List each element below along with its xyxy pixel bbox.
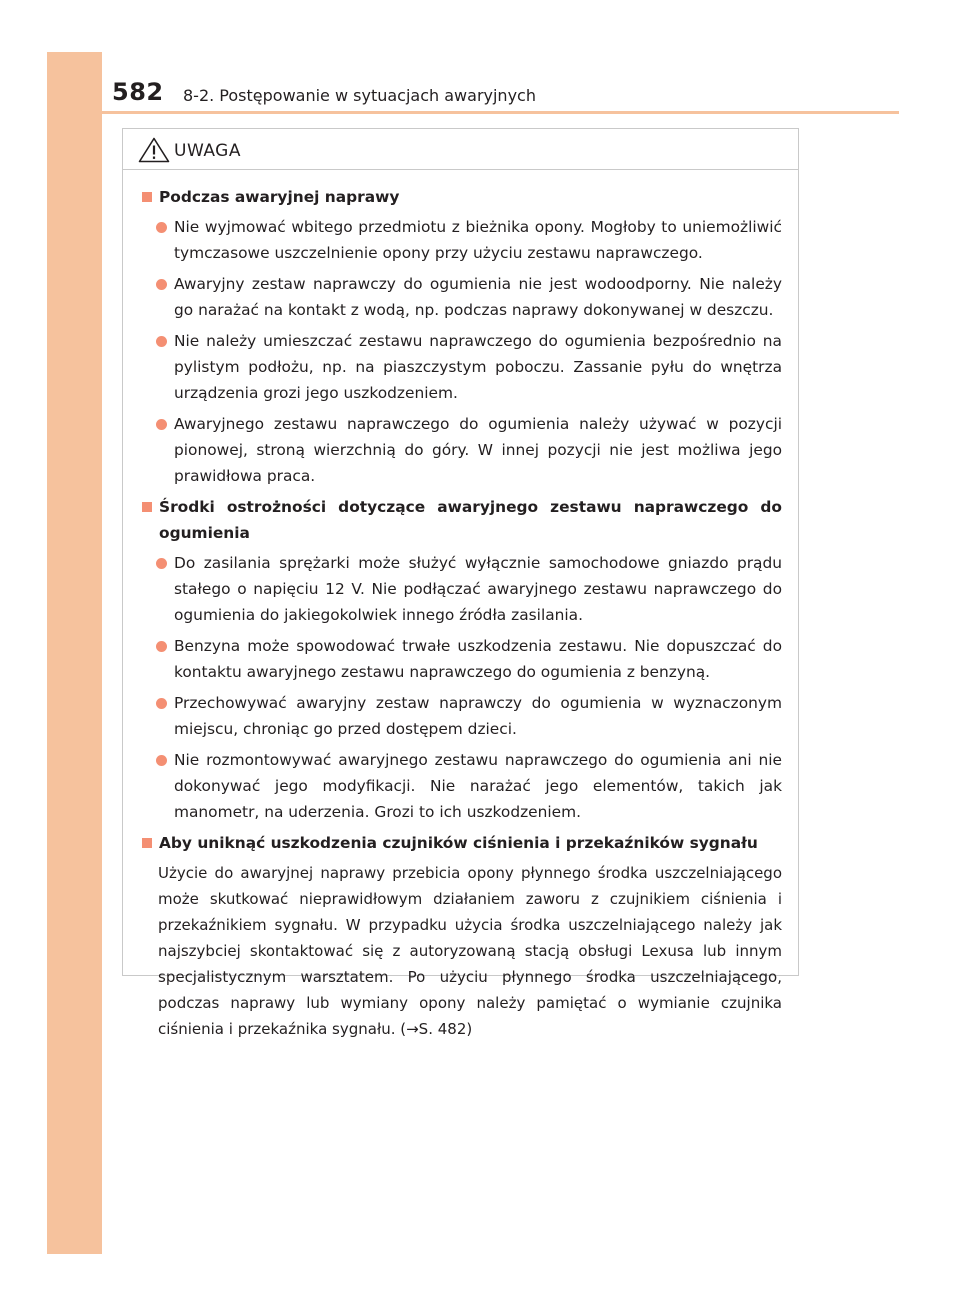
list-item: Do zasilania sprężarki może służyć wyłącznie samochodowe gniazdo prądu stałego o napięciu 12 V. Nie podłączać awaryjnego zestawu naprawczego do ogumienia do jakiegokolwiek innego źródła zasilania.: [139, 550, 782, 628]
warning-box: [122, 128, 799, 1038]
section-heading: Aby uniknąć uszkodzenia czujników ciśnienia i przekaźników sygnału: [139, 830, 782, 856]
circle-bullet-icon: [156, 222, 167, 233]
list-item: Nie wyjmować wbitego przedmiotu z bieżnika opony. Mogłoby to uniemożliwić tymczasowe uszczelnienie opony przy użyciu zestawu naprawczego.: [139, 214, 782, 266]
warning-header: [123, 129, 798, 170]
list-item: Benzyna może spowodować trwałe uszkodzenia zestawu. Nie dopuszczać do kontaktu awaryjnego zestawu naprawczego do ogumienia z benzyną.: [139, 633, 782, 685]
circle-bullet-icon: [156, 336, 167, 347]
square-bullet-icon: [142, 192, 152, 202]
list-item: Awaryjnego zestawu naprawczego do ogumienia należy używać w pozycji pionowej, stroną wierzchnią do góry. W innej pozycji nie jest możliwa jego prawidłowa praca.: [139, 411, 782, 489]
warning-body: [123, 170, 798, 1042]
section-heading: Środki ostrożności dotyczące awaryjnego zestawu naprawczego do ogumienia: [139, 494, 782, 546]
circle-bullet-icon: [156, 419, 167, 430]
square-bullet-icon: [142, 502, 152, 512]
page-number: 582: [112, 78, 164, 106]
circle-bullet-icon: [156, 755, 167, 766]
square-bullet-icon: [142, 838, 152, 848]
section-title: 8-2. Postępowanie w sytuacjach awaryjnych: [183, 86, 536, 105]
list-item: Przechowywać awaryjny zestaw naprawczy do ogumienia w wyznaczonym miejscu, chroniąc go przed dostępem dzieci.: [139, 690, 782, 742]
circle-bullet-icon: [156, 641, 167, 652]
circle-bullet-icon: [156, 698, 167, 709]
circle-bullet-icon: [156, 279, 167, 290]
list-item: Awaryjny zestaw naprawczy do ogumienia nie jest wodoodporny. Nie należy go narażać na kontakt z wodą, np. podczas naprawy dokonywanej w deszczu.: [139, 271, 782, 323]
list-item: Nie rozmontowywać awaryjnego zestawu naprawczego do ogumienia ani nie dokonywać jego modyfikacji. Nie narażać jego elementów, takich jak manometr, na uderzenia. Grozi to ich uszkodzeniem.: [139, 747, 782, 825]
circle-bullet-icon: [156, 558, 167, 569]
warning-title: UWAGA: [174, 141, 241, 161]
list-item: Nie należy umieszczać zestawu naprawczego do ogumienia bezpośrednio na pylistym podłożu, np. na piaszczystym poboczu. Zassanie pyłu do wnętrza urządzenia grozi jego uszkodzeniem.: [139, 328, 782, 406]
section-paragraph: Użycie do awaryjnej naprawy przebicia opony płynnego środka uszczelniającego może skutkować nieprawidłowym działaniem zaworu z czujnikiem ciśnienia i przekaźnikiem sygnału. W przypadku użycia środka uszczelniającego należy jak najszybciej skontaktować się z autoryzowaną stacją obsługi Lexusa lub innym specjalistycznym warsztatem. Po użyciu płynnego środka uszczelniającego, podczas naprawy lub wymiany opony należy pamiętać o wymianie czujnika ciśnienia i przekaźnika sygnału. (→S. 482): [158, 864, 782, 1038]
warning-triangle-icon: [138, 137, 170, 163]
section-heading: Podczas awaryjnej naprawy: [139, 184, 782, 210]
side-color-band: [47, 52, 102, 1254]
header-rule: [102, 111, 899, 114]
